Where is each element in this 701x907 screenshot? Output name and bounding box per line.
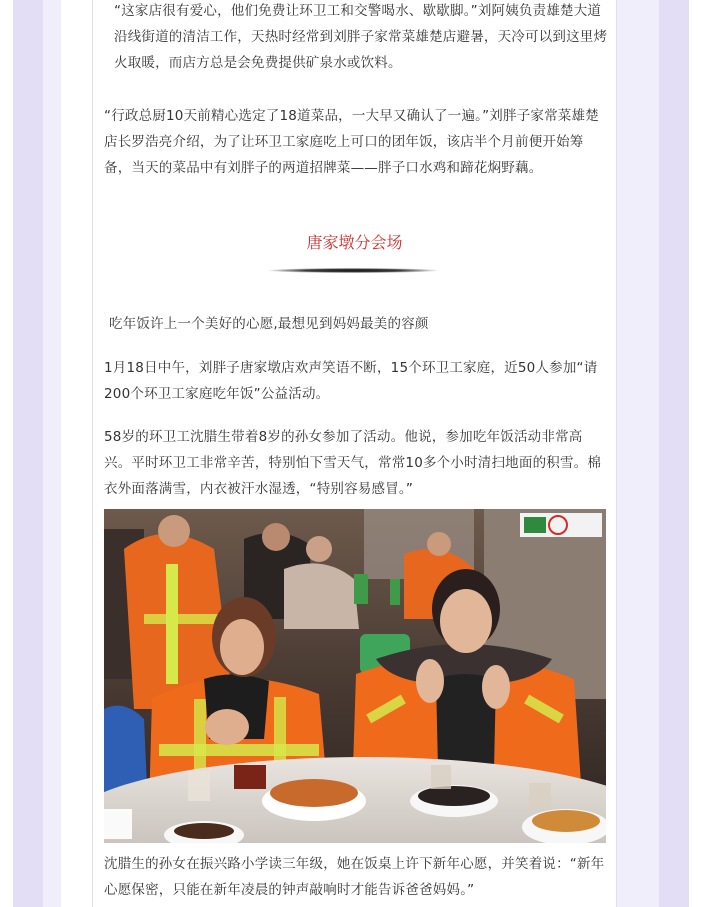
- article-paragraph-1: “这家店很有爱心，他们免费让环卫工和交警喝水、歇歇脚。”刘阿姨负责雄楚大道沿线街道的清洁工作，天热时经常到刘胖子家常菜雄楚店避暑，天冷可以到这里烤火取暖，而店方总是会免费提供矿泉水或饮料。: [114, 3, 608, 71]
- right-inner-band: [617, 0, 659, 907]
- dinner-scene-illustration: [104, 509, 606, 843]
- article-paragraph-4: 58岁的环卫工沈腊生带着8岁的孙女参加了活动。他说，参加吃年饭活动非常高兴。平时环卫工非常辛苦，特别怕下雪天气，常常10多个小时清扫地面的积雪。棉衣外面落满雪，内衣被汗水湿透，“特别容易感冒。”: [104, 429, 602, 497]
- article-paragraph-2: “行政总厨10天前精心选定了18道菜品，一大早又确认了一遍。”刘胖子家常菜雄楚店长罗浩亮介绍，为了让环卫工家庭吃上可口的团年饭，该店半个月前便开始筹备，当天的菜品中有刘胖子的两道招牌菜——胖子口水鸡和蹄花焖野藕。: [104, 108, 599, 176]
- section-title: 唐家墩分会场: [306, 233, 403, 252]
- article-paragraph-3: 1月18日中午，刘胖子唐家墩店欢声笑语不断，15个环卫工家庭，近50人参加“请200个环卫工家庭吃年饭”公益活动。: [104, 360, 598, 402]
- right-decorative-band: [659, 0, 689, 907]
- left-decorative-band: [13, 0, 43, 907]
- article-photo: [104, 509, 606, 843]
- section-title-divider: [268, 268, 438, 273]
- photo-caption: 沈腊生的孙女在振兴路小学读三年级，她在饭桌上许下新年心愿，并笑着说：“新年心愿保密，只能在新年凌晨的钟声敲响时才能告诉爸爸妈妈。”: [104, 856, 605, 898]
- left-inner-band: [43, 0, 61, 907]
- article-subtitle: 吃年饭许上一个美好的心愿,最想见到妈妈最美的容颜: [109, 316, 429, 332]
